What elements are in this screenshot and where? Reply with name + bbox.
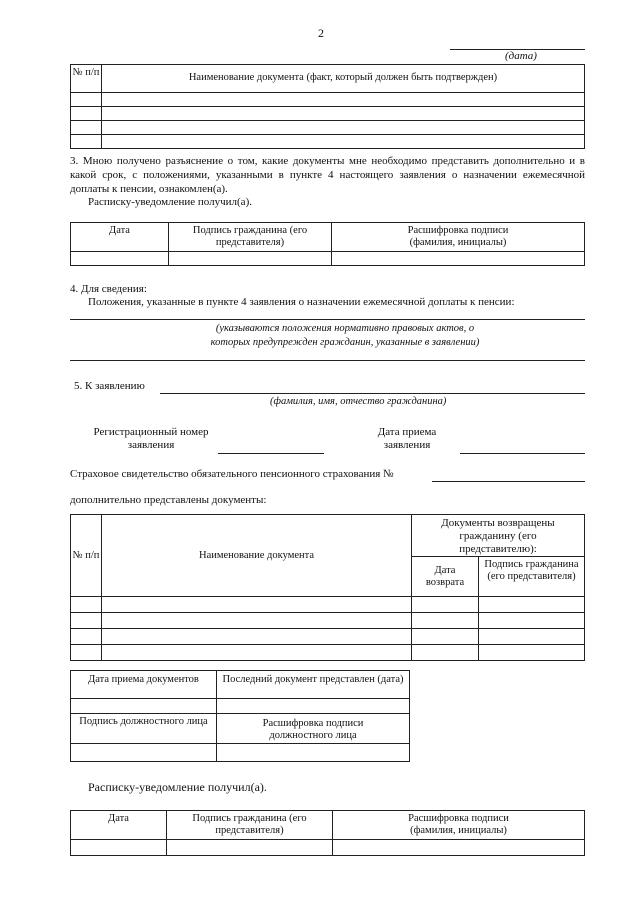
insurance-line (432, 481, 585, 482)
item4-text: Положения, указанные в пункте 4 заявления о назначении ежемесячной доплаты к пенсии: (88, 296, 515, 308)
table-row (71, 840, 585, 856)
item4-note: (указываются положения нормативно правовых актов, о которых предупрежден гражданин, указанные в заявлении) (210, 323, 480, 348)
item5-fio-caption: (фамилия, имя, отчество гражданина) (270, 396, 447, 407)
receipt2-label: Расписку-уведомление получил(а). (88, 780, 267, 794)
table-row (71, 107, 585, 121)
col-return-date-header: Дата возврата (412, 557, 479, 597)
col-num-header: № п/п (71, 515, 102, 597)
item5-fio-line (160, 393, 585, 394)
item4-title: 4. Для сведения: (70, 283, 147, 295)
table-row (71, 135, 585, 149)
date-received-label: Дата приема заявления (377, 426, 437, 451)
col-returned-header: Документы возвращены гражданину (его представителю): (412, 515, 585, 557)
receipt-decode-header: Расшифровка подписи (фамилия, инициалы) (333, 811, 585, 840)
item4-line-2 (70, 360, 585, 361)
item5-title: 5. К заявлению (74, 380, 145, 392)
table-row (71, 629, 585, 645)
table-row (71, 121, 585, 135)
reg-number-label: Регистрационный номер заявления (93, 426, 209, 451)
receipt-date-header: Дата (71, 811, 167, 840)
receipt-table-2 (70, 810, 585, 856)
table-row (71, 699, 410, 714)
insurance-label: Страховое свидетельство обязательного пенсионного страхования № (70, 468, 394, 480)
col-name-header: Наименование документа (102, 515, 412, 597)
table-row (71, 93, 585, 107)
receipt-table (70, 222, 585, 266)
date-received-docs-label: Дата приема документов (71, 671, 217, 699)
table-row (71, 645, 585, 661)
documents-table (70, 64, 585, 149)
table-row (71, 744, 410, 762)
table-row (71, 613, 585, 629)
col-name-header: Наименование документа (факт, который должен быть подтвержден) (102, 65, 585, 93)
acceptance-table (70, 670, 410, 762)
table-row (71, 252, 585, 266)
additional-docs-table (70, 514, 585, 661)
col-num-header: № п/п (71, 65, 102, 93)
col-citizen-sign-header: Подпись гражданина (его представителя) (479, 557, 585, 597)
additional-docs-label: дополнительно представлены документы: (70, 494, 267, 506)
official-sign-label: Подпись должностного лица (71, 714, 217, 744)
item4-line-1 (70, 319, 585, 320)
item3-text: 3. Мною получено разъяснение о том, какие документы мне необходимо представить дополнительно и в какой срок, с положениями, указанными в пункте 4 настоящего заявления о назначении ежемесячной доплаты к пенсии, ознакомлен(а). (70, 155, 585, 195)
item3-receipt: Расписку-уведомление получил(а). (88, 196, 252, 208)
receipt-date-header: Дата (71, 223, 169, 252)
page-number: 2 (318, 26, 324, 40)
reg-number-line (218, 453, 324, 454)
receipt-sign-header: Подпись гражданина (его представителя) (169, 223, 332, 252)
receipt-sign-header: Подпись гражданина (его представителя) (167, 811, 333, 840)
last-doc-label: Последний документ представлен (дата) (217, 671, 410, 699)
receipt-decode-header: Расшифровка подписи (фамилия, инициалы) (332, 223, 585, 252)
table-row (71, 597, 585, 613)
official-decode-label: Расшифровка подписи должностного лица (217, 714, 410, 744)
date-caption: (дата) (505, 50, 537, 62)
date-received-line (460, 453, 585, 454)
